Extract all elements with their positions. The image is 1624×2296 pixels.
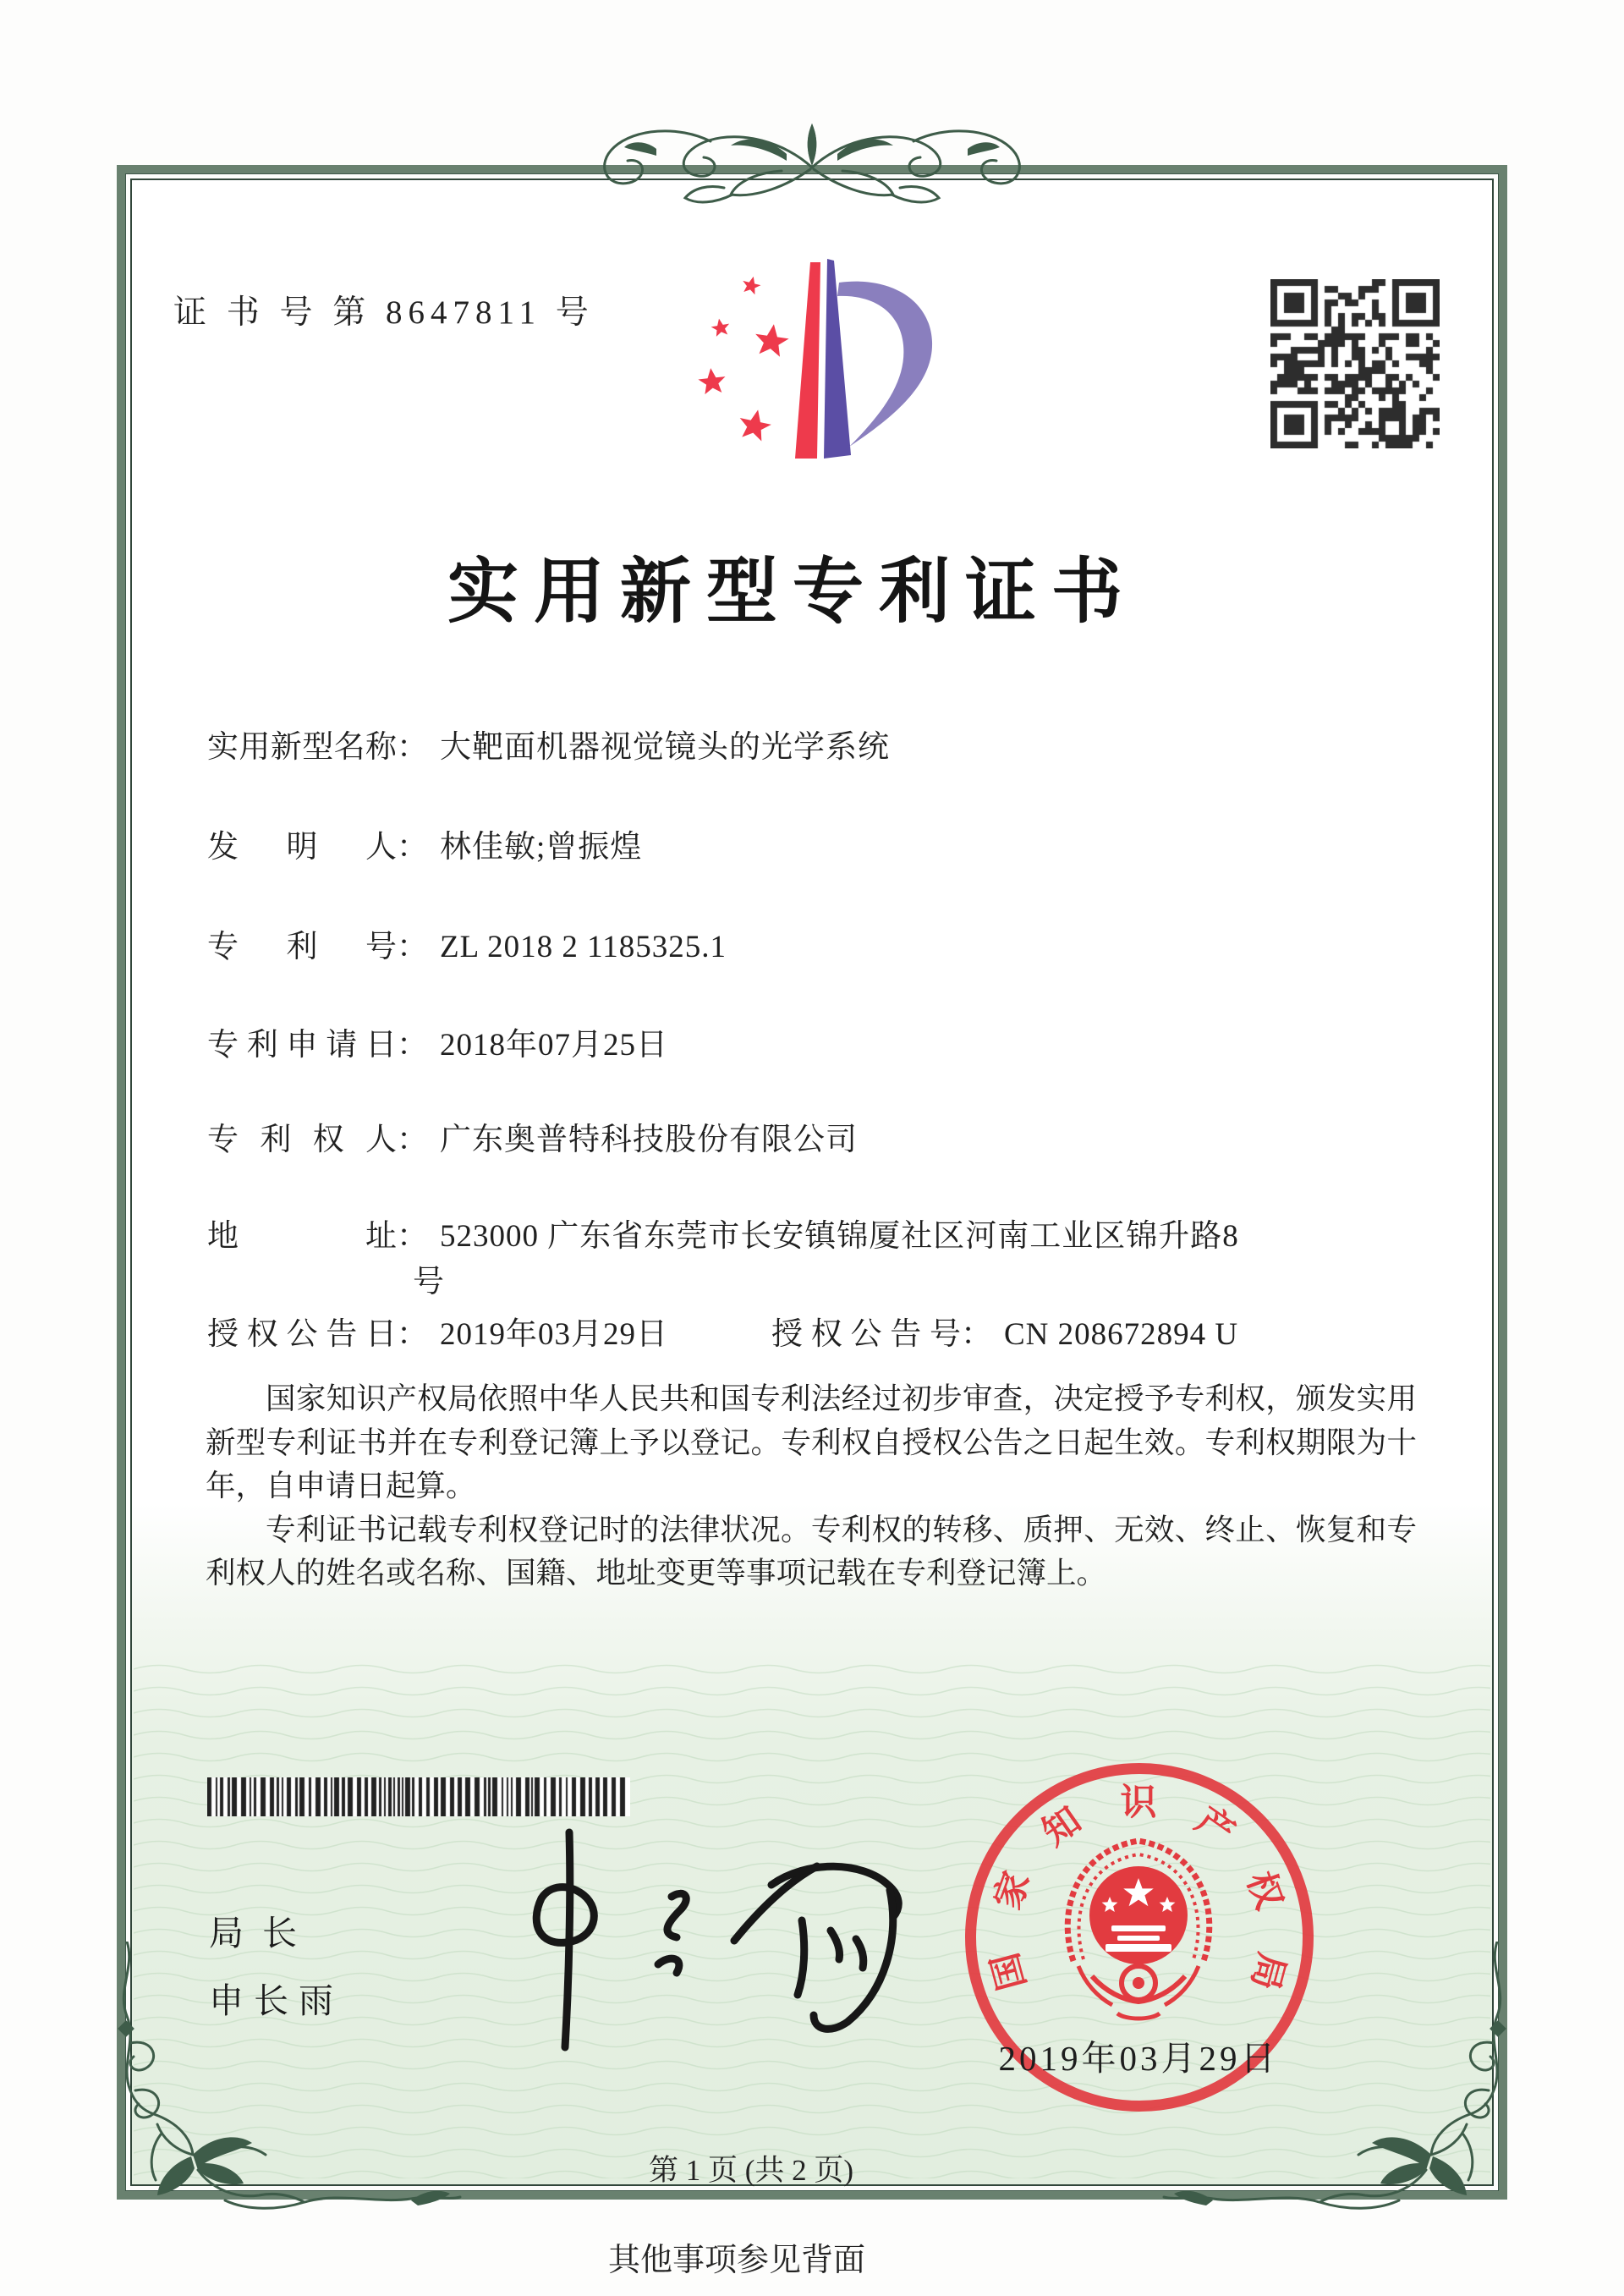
colon: ： [397, 730, 428, 765]
colon: ： [397, 1317, 428, 1352]
barcode [207, 1777, 630, 1816]
colon: ： [397, 930, 428, 964]
director-title-label: 局长 [209, 1914, 315, 1953]
field-name-label: 实用新型名称 [207, 730, 397, 765]
seal-grant-date: 2019年03月29日 [998, 2039, 1279, 2078]
legal-paragraph-2: 专利证书记载专利权登记时的法律状况。专利权的转移、质押、无效、终止、恢复和专利权人的姓名或名称、国籍、地址变更等事项记载在专利登记簿上。 [206, 1512, 1417, 1590]
field-address-label: 地址 [207, 1219, 397, 1254]
back-side-note: 其他事项参见背面 [607, 2243, 865, 2278]
field-grant-date-value: 2019年03月29日 [440, 1317, 668, 1352]
seal-char: 国 [985, 1948, 1034, 1994]
seal-char: 产 [1188, 1800, 1242, 1854]
field-address-value-line1: 523000 广东省东莞市长安镇锦厦社区河南工业区锦升路8 [440, 1219, 1239, 1254]
page-number: 第 1 页 (共 2 页) [648, 2154, 854, 2187]
logo-red-wedge [795, 262, 820, 459]
director-name: 申长雨 [209, 1981, 343, 2020]
field-inventor-label: 发明人 [207, 830, 397, 865]
field-patent-number-label: 专利号 [207, 930, 397, 964]
seal-char: 识 [1120, 1783, 1157, 1823]
field-patentee-label: 专利权人 [207, 1123, 397, 1157]
field-grant-row [207, 1308, 1238, 1354]
seal-char: 家 [988, 1866, 1038, 1915]
logo-stars [697, 274, 791, 442]
field-patent-number [207, 920, 727, 966]
field-filing-date [207, 1019, 668, 1064]
field-address-value-line2: 号 [413, 1265, 444, 1299]
seal-national-emblem [1041, 1817, 1236, 2047]
qr-code [1270, 279, 1440, 448]
legal-text-block [206, 1377, 1417, 1596]
field-grant-number-label: 授权公告号 [771, 1317, 961, 1352]
field-patent-number-value: ZL 2018 2 1185325.1 [440, 930, 727, 964]
field-grant-number-value: CN 208672894 U [1004, 1317, 1239, 1352]
seal-char: 权 [1239, 1866, 1289, 1915]
field-patentee [207, 1113, 858, 1159]
field-patentee-value: 广东奥普特科技股份有限公司 [440, 1123, 858, 1157]
colon: ： [397, 1028, 428, 1063]
legal-paragraph-1: 国家知识产权局依照中华人民共和国专利法经过初步审查，决定授予专利权，颁发实用新型专利证书并在专利登记簿上予以登记。专利权自授权公告之日起生效。专利权期限为十年，自申请日起算。 [206, 1381, 1417, 1502]
field-name [207, 721, 890, 766]
certificate-number: 证 书 号 第 8647811 号 [173, 294, 595, 331]
seal-char: 局 [1243, 1948, 1292, 1994]
colon: ： [397, 1219, 428, 1254]
field-inventor-value: 林佳敏;曾振煌 [440, 830, 643, 865]
logo-purple-p [837, 282, 932, 447]
field-grant-date-label: 授权公告日 [207, 1317, 397, 1352]
colon: ： [397, 1123, 428, 1157]
colon: ： [397, 830, 428, 865]
field-filing-date-value: 2018年07月25日 [440, 1028, 668, 1063]
director-signature [450, 1812, 941, 2066]
field-filing-date-label: 专利申请日 [207, 1028, 397, 1063]
field-name-value: 大靶面机器视觉镜头的光学系统 [440, 730, 890, 765]
seal-char: 知 [1035, 1800, 1089, 1854]
colon: ： [961, 1317, 992, 1352]
certificate-title: 实用新型专利证书 [447, 553, 1138, 632]
field-inventor [207, 821, 642, 866]
cnipa-logo [677, 247, 939, 481]
field-address [207, 1210, 1239, 1255]
top-border-ornament [575, 120, 1049, 210]
